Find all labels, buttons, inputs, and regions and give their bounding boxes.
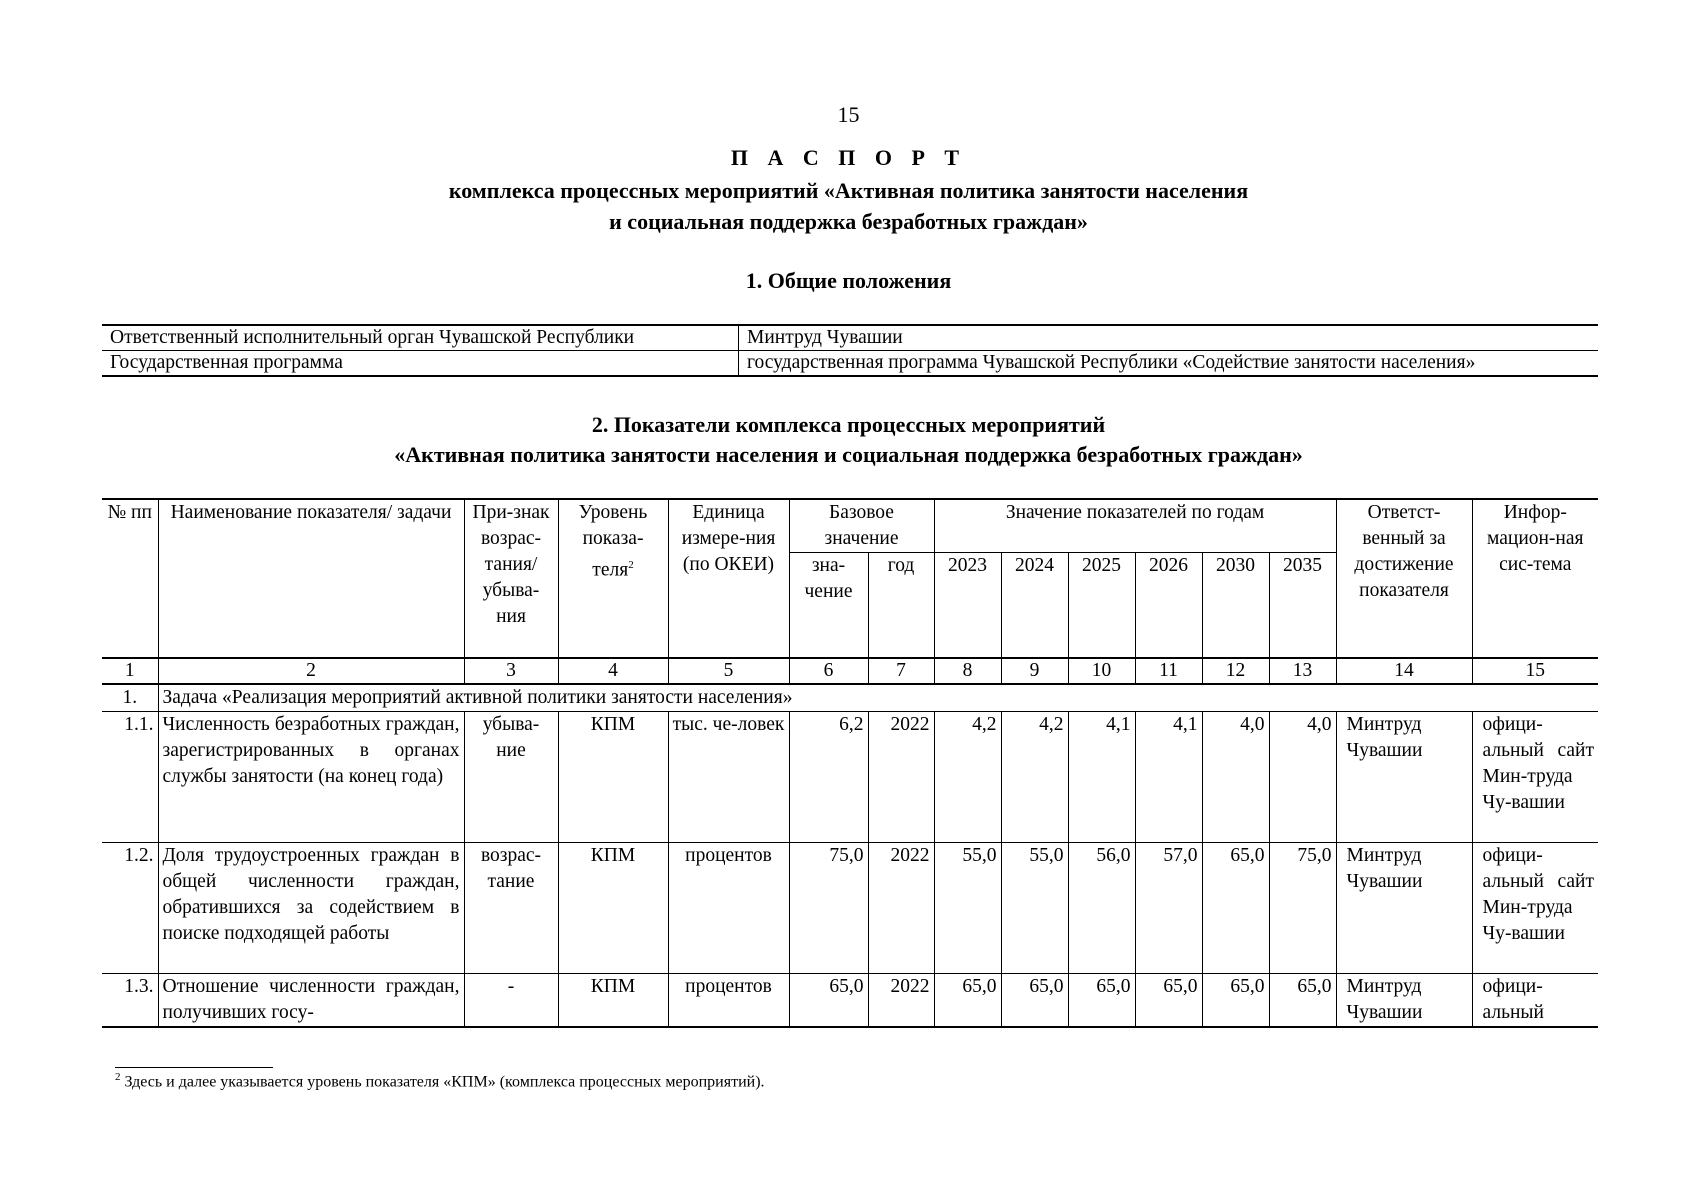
row-responsible: Минтруд Чувашии <box>1336 974 1472 1028</box>
task-num: 1. <box>102 684 158 712</box>
footnote-text: Здесь и далее указывается уровень показателя «КПМ» (комплекса процессных мероприятий). <box>124 1073 765 1091</box>
column-number: 5 <box>668 658 789 684</box>
row-level: КПМ <box>558 712 668 843</box>
column-number: 14 <box>1336 658 1472 684</box>
row-year-value: 56,0 <box>1068 843 1135 974</box>
row-info-system: офици-альный сайт Мин-труда Чу-вашии <box>1472 712 1598 843</box>
row-name: Доля трудоустроенных граждан в общей численности граждан, обратившихся за содействием в поиске подходящей работы <box>158 843 464 974</box>
header-unit: Единица измере-ния (по ОКЕИ) <box>668 499 789 658</box>
row-year-value: 65,0 <box>1202 974 1269 1028</box>
header-base-year: год <box>868 553 934 659</box>
table-row <box>102 974 1598 1028</box>
row-name: Численность безработных граждан, зарегистрированных в органах службы занятости (на конец года) <box>158 712 464 843</box>
row-year-value: 4,0 <box>1269 712 1336 843</box>
row-year-value: 65,0 <box>1269 974 1336 1028</box>
row-base-year: 2022 <box>868 712 934 843</box>
row-level: КПМ <box>558 974 668 1028</box>
column-number: 1 <box>102 658 158 684</box>
header-info-system: Инфор-мацион-ная сис-тема <box>1472 499 1598 658</box>
general-info-table <box>102 324 1598 377</box>
row-year-value: 4,2 <box>934 712 1001 843</box>
header-year: 2026 <box>1135 553 1202 659</box>
column-number: 8 <box>934 658 1001 684</box>
table-row <box>102 712 1598 843</box>
task-row <box>102 684 1598 712</box>
row-year-value: 65,0 <box>1202 843 1269 974</box>
column-number: 10 <box>1068 658 1135 684</box>
row-base-value: 6,2 <box>789 712 868 843</box>
row-year-value: 55,0 <box>934 843 1001 974</box>
row-year-value: 75,0 <box>1269 843 1336 974</box>
header-level <box>558 499 668 658</box>
header-num: № пп <box>102 499 158 658</box>
row-year-value: 4,1 <box>1135 712 1202 843</box>
header-base-value: зна-чение <box>789 553 868 659</box>
general-label: Государственная программа <box>102 351 739 377</box>
task-text: Задача «Реализация мероприятий активной политики занятости населения» <box>158 684 1598 712</box>
header-year: 2035 <box>1269 553 1336 659</box>
header-row-1 <box>102 499 1598 553</box>
row-sign: возрас-тание <box>464 843 558 974</box>
row-base-value: 75,0 <box>789 843 868 974</box>
row-name: Отношение численности граждан, получивших госу- <box>158 974 464 1028</box>
row-year-value: 55,0 <box>1001 843 1068 974</box>
row-info-system: офици-альный <box>1472 974 1598 1028</box>
column-number: 2 <box>158 658 464 684</box>
general-label: Ответственный исполнительный орган Чувашской Республики <box>102 325 739 351</box>
header-year: 2025 <box>1068 553 1135 659</box>
row-year-value: 65,0 <box>934 974 1001 1028</box>
header-year: 2023 <box>934 553 1001 659</box>
row-base-year: 2022 <box>868 843 934 974</box>
column-number: 6 <box>789 658 868 684</box>
row-year-value: 4,1 <box>1068 712 1135 843</box>
header-name: Наименование показателя/ задачи <box>158 499 464 658</box>
section-2-line-2: «Активная политика занятости населения и социальная поддержка безработных граждан» <box>394 442 1303 467</box>
general-row <box>102 325 1598 351</box>
row-num: 1.2. <box>102 843 158 974</box>
row-unit: процентов <box>668 843 789 974</box>
section-2-heading <box>0 410 1697 470</box>
document-title: П А С П О Р Т <box>730 145 967 170</box>
subtitle-line-1: комплекса процессных мероприятий «Активная политика занятости населения <box>448 178 1249 203</box>
row-num: 1.1. <box>102 712 158 843</box>
row-num: 1.3. <box>102 974 158 1028</box>
row-sign: убыва-ние <box>464 712 558 843</box>
footnote <box>115 1071 765 1091</box>
header-sign: При-знак возрас-тания/ убыва-ния <box>464 499 558 658</box>
column-number: 3 <box>464 658 558 684</box>
general-row <box>102 351 1598 377</box>
row-year-value: 65,0 <box>1135 974 1202 1028</box>
row-unit: процентов <box>668 974 789 1028</box>
row-year-value: 4,2 <box>1001 712 1068 843</box>
section-1-heading: 1. Общие положения <box>745 268 952 293</box>
header-year: 2030 <box>1202 553 1269 659</box>
row-info-system: офици-альный сайт Мин-труда Чу-вашии <box>1472 843 1598 974</box>
table-row <box>102 843 1598 974</box>
page-number: 15 <box>837 102 860 127</box>
column-number: 12 <box>1202 658 1269 684</box>
row-year-value: 57,0 <box>1135 843 1202 974</box>
column-number: 11 <box>1135 658 1202 684</box>
row-unit: тыс. че-ловек <box>668 712 789 843</box>
row-base-value: 65,0 <box>789 974 868 1028</box>
row-responsible: Минтруд Чувашии <box>1336 712 1472 843</box>
column-number: 15 <box>1472 658 1598 684</box>
row-year-value: 4,0 <box>1202 712 1269 843</box>
section-2-line-1: 2. Показатели комплекса процессных мероприятий <box>591 412 1106 437</box>
row-sign: - <box>464 974 558 1028</box>
footnote-divider <box>115 1067 273 1068</box>
general-value: Минтруд Чувашии <box>739 325 1599 351</box>
column-number: 9 <box>1001 658 1068 684</box>
indicators-table <box>102 498 1598 1028</box>
column-numbers-row <box>102 658 1598 684</box>
header-base: Базовое значение <box>789 499 934 553</box>
row-year-value: 65,0 <box>1001 974 1068 1028</box>
column-number: 4 <box>558 658 668 684</box>
row-base-year: 2022 <box>868 974 934 1028</box>
document-subtitle <box>0 175 1697 237</box>
column-number: 13 <box>1269 658 1336 684</box>
footnote-reference: 2 <box>628 559 634 571</box>
subtitle-line-2: и социальная поддержка безработных граждан» <box>609 209 1088 234</box>
row-year-value: 65,0 <box>1068 974 1135 1028</box>
row-responsible: Минтруд Чувашии <box>1336 843 1472 974</box>
column-number: 7 <box>868 658 934 684</box>
header-values-by-year: Значение показателей по годам <box>934 499 1336 553</box>
row-level: КПМ <box>558 843 668 974</box>
header-level-text: Уровень показа-теля <box>578 502 648 581</box>
footnote-mark: 2 <box>115 1071 121 1083</box>
general-value: государственная программа Чувашской Республики «Содействие занятости населения» <box>739 351 1599 377</box>
header-responsible: Ответст-венный за достижение показателя <box>1336 499 1472 658</box>
header-year: 2024 <box>1001 553 1068 659</box>
